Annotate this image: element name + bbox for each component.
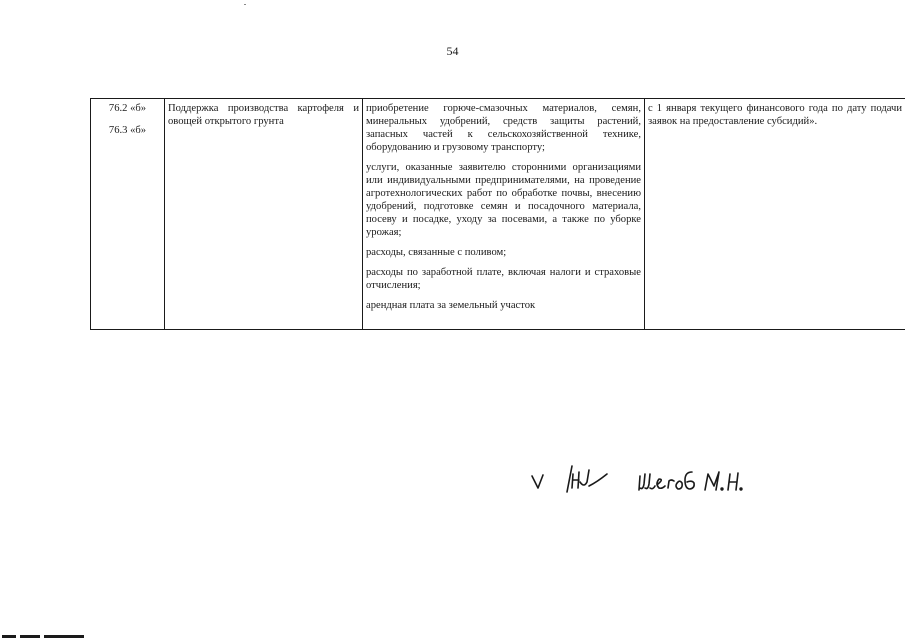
page-number: 54 (446, 44, 459, 58)
signature-dot (740, 488, 742, 490)
subsidy-table (90, 98, 905, 330)
signature-name-stroke (705, 472, 719, 490)
signature-scribble-stroke (572, 470, 589, 488)
scan-edge-mark (0, 632, 90, 640)
code-item: 76.2 «б» (108, 103, 147, 114)
handwritten-signature (527, 462, 757, 502)
expense-item: услуги, оказанные заявителю сторонними организациями или индивидуальными предпринимателями, на проведение агротехнологических работ по обработке почвы, внесению удобрений, подготовке семян и посадочного материала, посеву и посадке, уходу за посевами, а также по уборке урожая; (366, 162, 641, 238)
signature-check-stroke (532, 475, 543, 488)
expenses-cell (363, 99, 645, 330)
signature-name-stroke (668, 480, 674, 488)
signature-name-stroke (676, 481, 682, 489)
direction-cell: Поддержка производства картофеля и овощей открытого грунта (165, 99, 363, 330)
expense-item: приобретение горюче-смазочных материалов, семян, минеральных удобрений, средств защиты растений, запасных частей к сельскохозяйственной технике, оборудованию и грузовому транспорту; (366, 103, 641, 153)
table-row (91, 99, 905, 330)
period-cell: с 1 января текущего финансового года по дату подачи заявок на предоставление субсидий». (645, 99, 905, 330)
signature-name-stroke (685, 472, 694, 489)
expense-item: расходы, связанные с поливом; (366, 247, 507, 258)
expense-item: арендная плата за земельный участок (366, 300, 536, 311)
expense-item: расходы по заработной плате, включая налоги и страховые отчисления; (366, 267, 641, 291)
signature-name-stroke (728, 473, 738, 490)
code-item: 76.3 «б» (108, 125, 147, 136)
signature-scribble-stroke (589, 474, 607, 486)
signature-name-stroke (639, 474, 655, 490)
signature-dot (721, 488, 723, 490)
code-cell (91, 99, 165, 330)
signature-name-stroke (657, 479, 665, 488)
scan-speck (244, 4, 246, 5)
